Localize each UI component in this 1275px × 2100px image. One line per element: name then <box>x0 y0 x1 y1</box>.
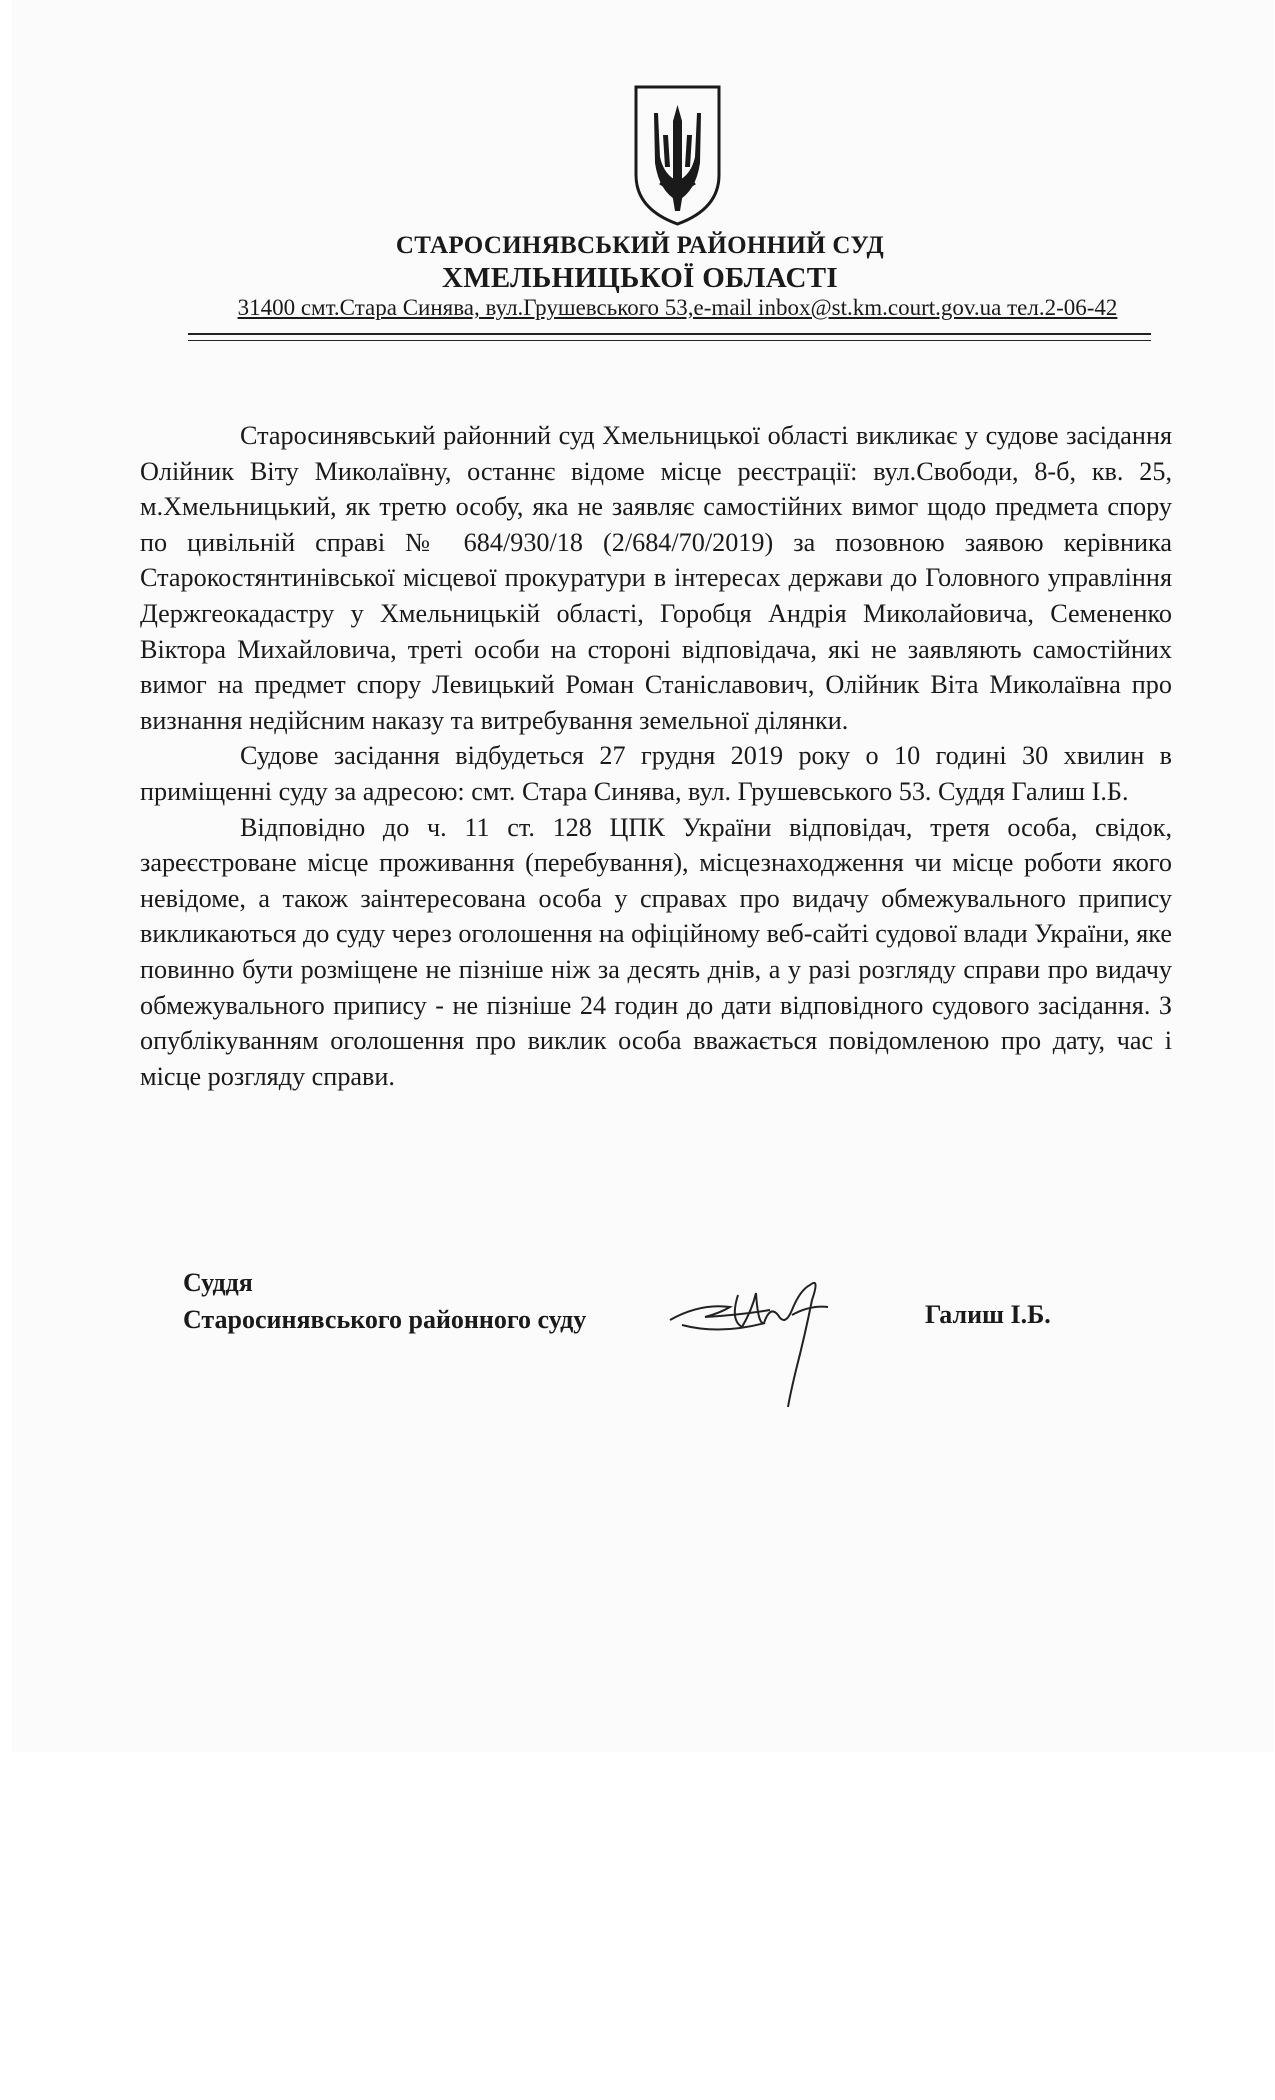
judge-title <box>183 1264 586 1338</box>
notice-paragraph-1: Старосинявський районний суд Хмельницької області викликає у судове засідання Олійник Віту Миколаївну, останнє відоме місце реєстрації: вул.Свободи, 8-б, кв. 25, м.Хмельницький, як третю особу, яка не заявляє самостійних вимог щодо предмета спору по цивільній справі № 684/930/18 (2/684/70/2019) за позовною заявою керівника Старокостянтинівської місцевої прокуратури в інтересах держави до Головного управління Держгеокадастру у Хмельницькій області, Горобця Андрія Миколайовича, Семененко Віктора Михайловича, треті особи на стороні відповідача, які не заявляють самостійних вимог на предмет спору Левицький Роман Станіславович, Олійник Віта Миколаївна про визнання недійсним наказу та витребування земельної ділянки. <box>140 421 1172 735</box>
header-divider-thin <box>188 340 1151 341</box>
court-name-line1: СТАРОСИНЯВСЬКИЙ РАЙОННИЙ СУД <box>395 232 885 259</box>
court-address: 31400 смт.Стара Синява, вул.Грушевського 53,e-mail inbox@st.km.court.gov.ua тел.2-06-42 <box>237 295 1118 320</box>
judge-title-line1: Суддя <box>183 1268 253 1297</box>
judge-name: Галиш І.Б. <box>925 1300 1051 1329</box>
judge-title-line2: Старосинявського районного суду <box>183 1305 587 1334</box>
notice-paragraph-3: Відповідно до ч. 11 ст. 128 ЦПК України відповідач, третя особа, свідок, зареєстроване місце проживання (перебування), місцезнаходження чи місце роботи якого невідоме, а також заінтересована особа у справах про видачу обмежувального припису викликаються до суду через оголошення на офіційному веб-сайті судової влади України, яке повинно бути розміщене не пізніше ніж за десять днів, а у разі розгляду справи про видачу обмежувального припису - не пізніше 24 годин до дати відповідного судового засідання. З опублікуванням оголошення про виклик особа вважається повідомленою про дату, час і місце розгляду справи. <box>140 812 1172 1091</box>
notice-body <box>140 418 1172 1094</box>
handwritten-signature-icon <box>660 1265 860 1415</box>
header-divider <box>188 333 1151 335</box>
court-name-line2: ХМЕЛЬНИЦЬКОЇ ОБЛАСТІ <box>442 262 838 294</box>
trident-coat-of-arms-icon <box>630 83 725 228</box>
notice-paragraph-2: Судове засідання відбудеться 27 грудня 2019 року о 10 годині 30 хвилин в приміщенні суду за адресою: смт. Стара Синява, вул. Грушевського 53. Суддя Галиш І.Б. <box>140 741 1172 806</box>
